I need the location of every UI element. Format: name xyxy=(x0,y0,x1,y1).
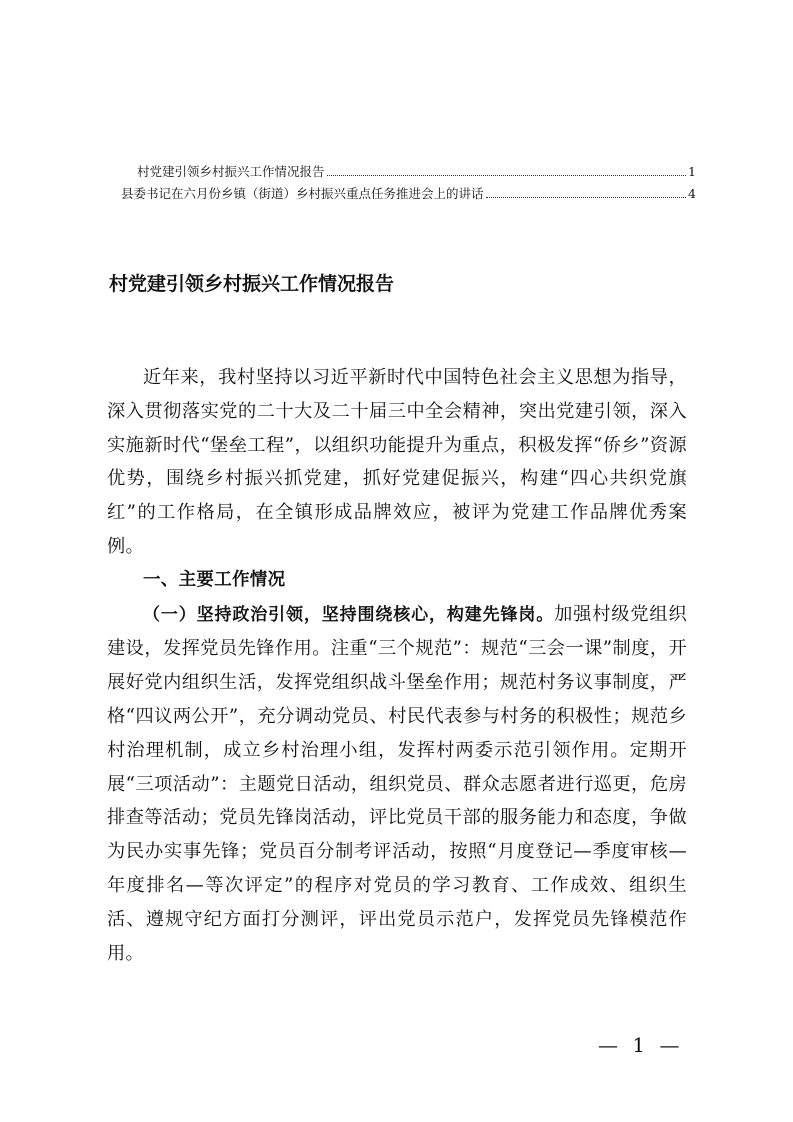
document-title: 村党建引领乡村振兴工作情况报告 xyxy=(109,273,395,295)
item-heading: （一）坚持政治引领，坚持围绕核心，构建先锋岗。 xyxy=(143,604,555,625)
document-body xyxy=(107,361,687,970)
section-heading: 一、主要工作情况 xyxy=(143,569,286,590)
toc-entry-1[interactable] xyxy=(121,161,696,183)
item-body: 加强村级党组织建设，发挥党员先锋作用。注重“三个规范”：规范“三会一课”制度，开展好党内组织生活，发挥党组织战斗堡垒作用；规范村务议事制度，严格“四议两公开”，充分调动党员、村民代表参与村务的积极性；规范乡村治理机制，成立乡村治理小组，发挥村两委示范引领作用。定期开展“三项活动”：主题党日活动，组织党员、群众志愿者进行巡更，危房排查等活动；党员先锋岗活动，评比党员干部的服务能力和态度，争做为民办实事先锋；党员百分制考评活动，按照“月度登记—季度审核—年度排名—等次评定”的程序对党员的学习教育、工作成效、组织生活、遵规守纪方面打分测评，评出党员示范户，发挥党员先锋模范作用。 xyxy=(107,603,687,964)
toc-leader-dots xyxy=(486,197,687,198)
toc-entry-title: 县委书记在六月份乡镇（街道）乡村振兴重点任务推进会上的讲话 xyxy=(121,186,484,201)
toc-leader-dots xyxy=(327,175,687,176)
intro-paragraph: 近年来，我村坚持以习近平新时代中国特色社会主义思想为指导，深入贯彻落实党的二十大及二十届三中全会精神，突出党建引领，深入实施新时代“堡垒工程”，以组织功能提升为重点，积极发挥“侨乡”资源优势，围绕乡村振兴抓党建，抓好党建促振兴，构建“四心共织党旗红”的工作格局，在全镇形成品牌效应，被评为党建工作品牌优秀案例。 xyxy=(107,367,687,557)
toc-entry-page: 4 xyxy=(688,186,696,201)
toc-entry-page: 1 xyxy=(688,164,696,179)
item-paragraph xyxy=(107,598,687,971)
page-number: — 1 — xyxy=(598,1033,684,1057)
table-of-contents xyxy=(121,161,696,205)
toc-entry-title: 村党建引领乡村振兴工作情况报告 xyxy=(137,164,325,179)
toc-entry-2[interactable] xyxy=(121,183,696,205)
